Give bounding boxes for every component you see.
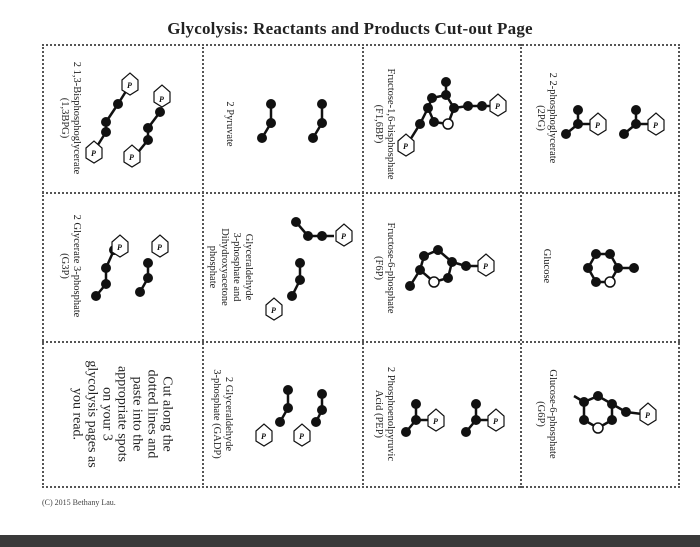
phosphate-label: P <box>653 121 658 130</box>
label-g3p: 2 Glycerate 3-phosphate (G3P) <box>59 214 82 318</box>
phosphate-label: P <box>341 232 346 241</box>
label-gadp: 2 Glyceraldehyde 3-phosphate (GADP) <box>211 369 234 459</box>
phosphate-label: P <box>495 102 500 111</box>
phosphate-label: P <box>433 417 438 426</box>
label-f6p: Fructose-6-phosphate (F6P) <box>373 222 396 314</box>
label-pep: 2 Phosphoenolpyruvic Acid (PEP) <box>373 366 396 462</box>
label-gadp-dhap: Glyceraldehyde 3-phosphate and Dihydroxyacetone phosphate <box>207 228 254 306</box>
phosphate-label: P <box>127 81 132 90</box>
label-g6p: Glucose-6-phosphate (G6P) <box>535 369 558 459</box>
phosphate-label: P <box>157 243 162 252</box>
phosphate-label: P <box>261 432 266 441</box>
phosphate-label: P <box>91 149 96 158</box>
phosphate-label: P <box>595 121 600 130</box>
phosphate-label: P <box>117 243 122 252</box>
phosphate-label: P <box>403 142 408 151</box>
page-title: Glycolysis: Reactants and Products Cut-out Page <box>167 19 533 38</box>
cut-instructions: Cut along the dotted lines and paste into the appropriate spots on your 3 glycolysis pages as you read. <box>69 360 175 468</box>
phosphate-label: P <box>483 262 488 271</box>
label-f16bp: Fructose-1,6-bisphosphate (F1,6BP) <box>373 68 396 180</box>
phosphate-label: P <box>159 95 164 104</box>
label-13bpg: 2 1,3-Bisphosphoglycerate (1,3BPG) <box>59 61 82 175</box>
phosphate-label: P <box>271 306 276 315</box>
bottom-bar <box>0 535 700 547</box>
label-pyruvate: 2 Pyruvate <box>224 101 235 147</box>
label-glucose: Glucose <box>541 248 552 284</box>
copyright: (C) 2015 Bethany Lau. <box>42 498 116 507</box>
phosphate-label: P <box>645 411 650 420</box>
label-2pg: 2 2-phosphoglycerate (2PG) <box>535 72 558 164</box>
phosphate-label: P <box>299 432 304 441</box>
phosphate-label: P <box>129 153 134 162</box>
phosphate-label: P <box>493 417 498 426</box>
